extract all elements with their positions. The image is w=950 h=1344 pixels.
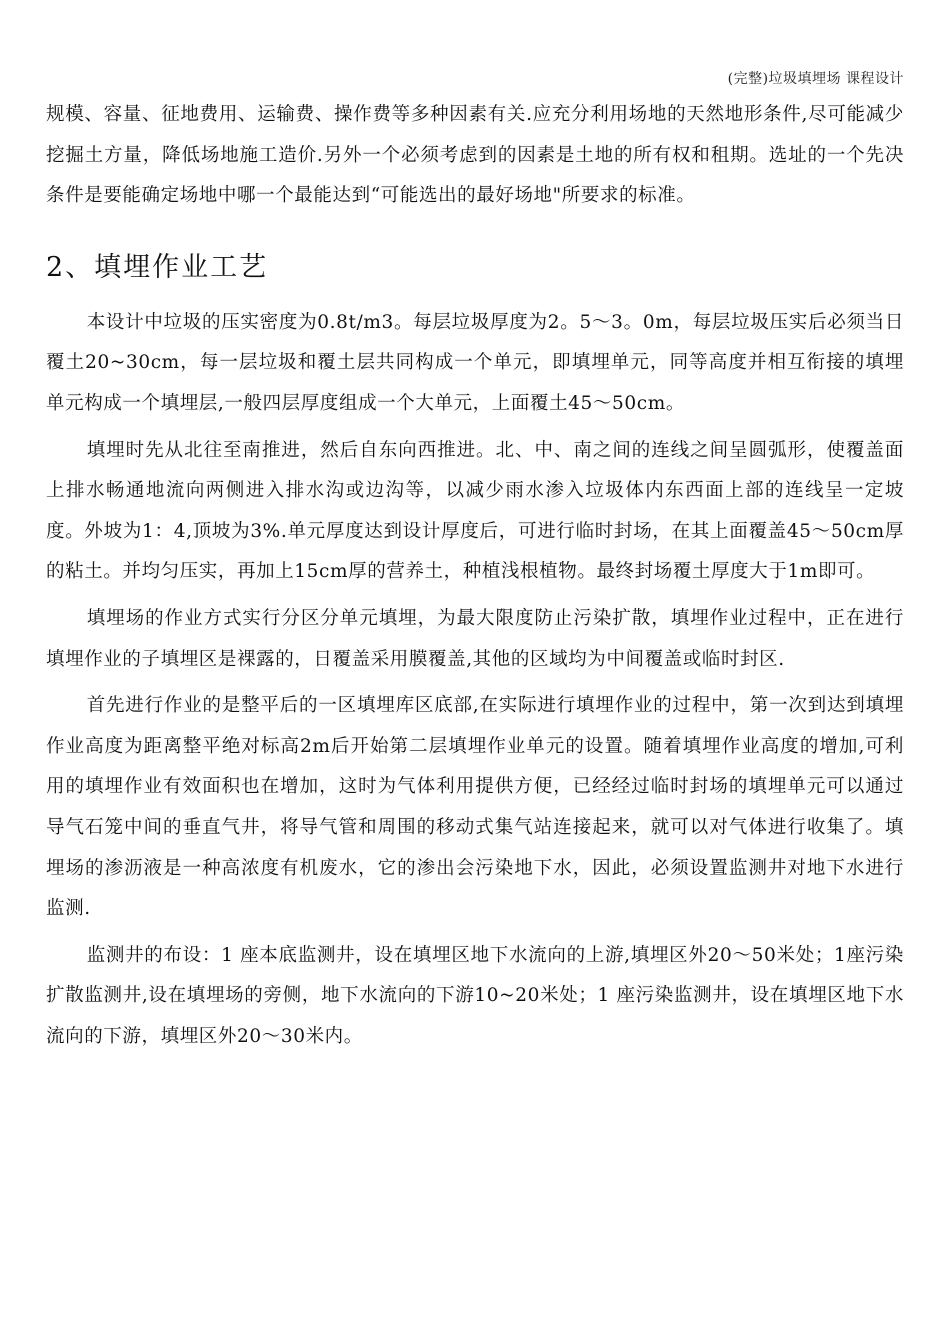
paragraph-filling-direction: 填埋时先从北往至南推进，然后自东向西推进。北、中、南之间的连线之间呈圆弧形，使覆盖面上排水畅通地流向两侧进入排水沟或边沟等，以减少雨水渗入垃圾体内东西面上部的连线呈一定坡度。外坡为1：4,顶坡为3%.单元厚度达到设计厚度后，可进行临时封场，在其上面覆盖45～50cm厚的粘土。并均匀压实，再加上15cm厚的营养土，种植浅根植物。最终封场覆土厚度大于1m即可。	[46, 439, 904, 583]
paragraph-monitoring-wells: 监测井的布设：1 座本底监测井，设在填埋区地下水流向的上游,填埋区外20～50米处；1座污染扩散监测井,设在填埋场的旁侧，地下水流向的下游10~20米处；1 座污染监测井，设在填埋区地下水流向的下游，填埋区外20～30米内。	[46, 944, 904, 1047]
document-body	[46, 95, 904, 1057]
page-header: (完整)垃圾填埋场 课程设计	[727, 71, 904, 87]
intro-paragraph: 规模、容量、征地费用、运输费、操作费等多种因素有关.应充分利用场地的天然地形条件,尽可能减少挖掘土方量，降低场地施工造价.另外一个必须考虑到的因素是土地的所有权和租期。选址的一个先决条件是要能确定场地中哪一个最能达到“可能选出的最好场地"所要求的标准。	[46, 104, 904, 207]
paragraph-compaction: 本设计中垃圾的压实密度为0.8t/m3。每层垃圾厚度为2。5～3。0m，每层垃圾压实后必须当日覆土20~30cm，每一层垃圾和覆土层共同构成一个单元，即填埋单元，同等高度并相互衔接的填埋单元构成一个填埋层,一般四层厚度组成一个大单元，上面覆土45～50cm。	[46, 311, 904, 414]
section-title: 2、填埋作业工艺	[46, 251, 269, 283]
paragraph-gas-collection: 首先进行作业的是整平后的一区填埋库区底部,在实际进行填埋作业的过程中，第一次到达到填埋作业高度为距离整平绝对标高2m后开始第二层填埋作业单元的设置。随着填埋作业高度的增加,可利用的填埋作业有效面积也在增加，这时为气体利用提供方便，已经经过临时封场的填埋单元可以通过导气石笼中间的垂直气井，将导气管和周围的移动式集气站连接起来，就可以对气体进行收集了。填埋场的渗沥液是一种高浓度有机废水，它的渗出会污染地下水，因此，必须设置监测井对地下水进行监测.	[46, 695, 904, 920]
paragraph-operation-mode: 填埋场的作业方式实行分区分单元填埋，为最大限度防止污染扩散，填埋作业过程中，正在进行填埋作业的子填埋区是裸露的，日覆盖采用膜覆盖,其他的区域均为中间覆盖或临时封区.	[46, 607, 904, 670]
